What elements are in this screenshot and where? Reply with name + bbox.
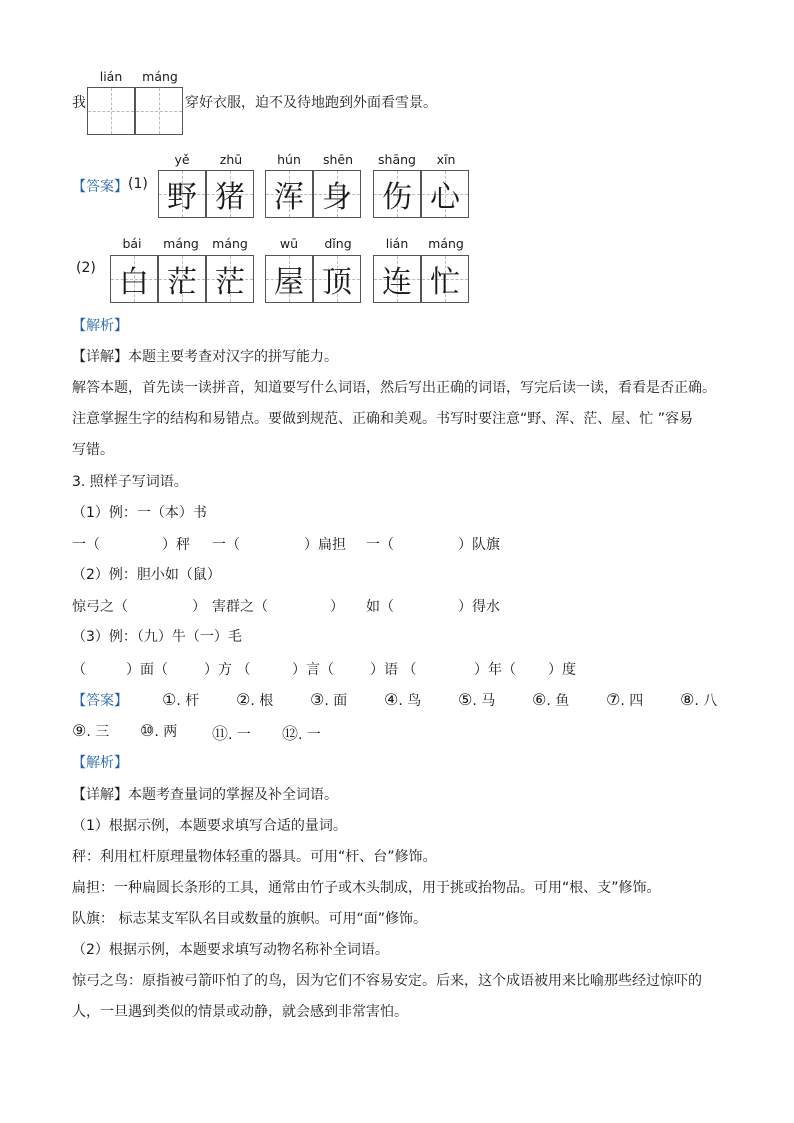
char-grid	[206, 170, 254, 218]
writing-grid-empty	[135, 87, 183, 135]
char-grid	[373, 170, 421, 218]
answer-item: ④. 鸟	[384, 690, 422, 709]
pinyin: wū	[279, 236, 299, 251]
pinyin: máng	[428, 236, 464, 251]
fill-text: ）得水	[458, 599, 500, 615]
pinyin: shāng	[378, 152, 416, 167]
answer-value: 鸟	[407, 693, 422, 709]
paragraph-line: （1）根据示例，本题要求填写合适的量词。	[72, 818, 347, 834]
fill-text: 如（	[366, 599, 394, 615]
fill-text: 惊弓之（	[72, 599, 128, 615]
fill-text: ）	[330, 599, 344, 615]
answer-char: 连	[382, 265, 412, 300]
analysis-title: 【解析】	[72, 318, 128, 334]
answer-char: 屋	[274, 265, 304, 300]
char-grid	[313, 255, 361, 303]
char-grid	[313, 170, 361, 218]
paragraph-line: 扁担：一种扁圆长条形的工具，通常由竹子或木头制成，用于挑或抬物品。可用“根、支”修饰。	[72, 880, 661, 896]
answer-value: 三	[95, 724, 110, 740]
top-suffix: 穿好衣服，迫不及待地跑到外面看雪景。	[185, 95, 437, 111]
answer-number: ④	[384, 690, 399, 709]
fill-text: ）方 （	[204, 662, 251, 678]
pinyin: máng	[163, 236, 199, 251]
fill-text: ）扁担	[304, 537, 346, 553]
answer-number: ③	[310, 690, 325, 709]
answer-value: 面	[333, 693, 348, 709]
answer-item: ⑪. 一	[212, 724, 251, 743]
pinyin: lián	[385, 236, 409, 251]
fill-text: ）	[192, 599, 206, 615]
answer-item: ②. 根	[236, 690, 274, 709]
answer-tag: 【答案】	[72, 179, 128, 195]
answer-number: ⑥	[532, 690, 547, 709]
pinyin: bái	[122, 236, 142, 251]
answer-char: 猪	[215, 180, 245, 215]
top-prefix: 我	[72, 95, 86, 111]
answer-number: ⑩	[140, 721, 155, 740]
answer-item: ⑧. 八	[680, 690, 718, 709]
pinyin: lián	[99, 69, 123, 84]
fill-text: ）秤	[162, 537, 190, 553]
pinyin: shēn	[322, 152, 354, 167]
char-grid	[421, 255, 469, 303]
paragraph-line: 队旗： 标志某支军队名目或数量的旗帜。可用“面”修饰。	[72, 911, 427, 927]
char-grid	[265, 255, 313, 303]
fill-text: ）队旗	[458, 537, 500, 553]
analysis-title: 【解析】	[72, 755, 128, 771]
answer-value: 一	[236, 727, 251, 743]
writing-grid-empty	[87, 87, 135, 135]
paragraph-line: 写错。	[72, 442, 114, 458]
char-grid	[110, 255, 158, 303]
answer-value: 杆	[185, 693, 200, 709]
answer-number: ②	[236, 690, 251, 709]
answer-item: ⑫. 一	[282, 724, 321, 743]
answer-char: 顶	[322, 265, 352, 300]
fill-text: ）度	[548, 662, 576, 678]
example-line: （1）例：一（本）书	[72, 505, 207, 521]
answer-item: ⑥. 鱼	[532, 690, 570, 709]
answer-item: ⑨. 三	[72, 721, 110, 740]
answer-char: 忙	[430, 265, 460, 300]
answer-number: ⑪	[212, 724, 229, 743]
char-grid	[421, 170, 469, 218]
example-line: （2）例：胆小如（鼠）	[72, 567, 221, 583]
example-line: （3）例：（九）牛（一）毛	[72, 629, 242, 645]
detail-line: 【详解】本题主要考查对汉字的拼写能力。	[72, 349, 338, 365]
answer-item: ⑦. 四	[606, 690, 644, 709]
answer-char: 茫	[167, 265, 197, 300]
answer-value: 马	[481, 693, 496, 709]
fill-text: ）言（	[292, 662, 334, 678]
answer-value: 八	[703, 693, 718, 709]
answer-number: ⑧	[680, 690, 695, 709]
answer-char: 伤	[382, 180, 412, 215]
paragraph-line: 解答本题，首先读一读拼音，知道要写什么词语，然后写出正确的词语，写完后读一读，看看是否正确。	[72, 380, 716, 396]
answer-number: ⑦	[606, 690, 621, 709]
answer-value: 两	[163, 724, 178, 740]
answer-label-2: (2)	[76, 260, 96, 276]
question-title: 3. 照样子写词语。	[72, 474, 188, 490]
pinyin: zhū	[219, 152, 243, 167]
answer-char: 茫	[215, 265, 245, 300]
fill-text: ）语 （	[370, 662, 417, 678]
answer-char: 心	[430, 180, 460, 215]
pinyin: máng	[212, 236, 248, 251]
answer-value: 四	[629, 693, 644, 709]
answer-item: ⑩. 两	[140, 721, 178, 740]
answer-value: 鱼	[555, 693, 570, 709]
answer-value: 根	[259, 693, 274, 709]
answer-item: ①. 杆	[162, 690, 200, 709]
char-grid	[158, 255, 206, 303]
paragraph-line: 注意掌握生字的结构和易错点。要做到规范、正确和美观。书写时要注意“野、浑、茫、屋、忙 ”容易	[72, 411, 693, 427]
answer-char: 野	[167, 180, 197, 215]
detail-line: 【详解】本题考查量词的掌握及补全词语。	[72, 787, 338, 803]
answer-value: 一	[306, 727, 321, 743]
answer-char: 白	[119, 265, 149, 300]
answer-number: ⑫	[282, 724, 299, 743]
answer-label-1: (1)	[128, 176, 148, 192]
paragraph-line: 人，一旦遇到类似的情景或动静，就会感到非常害怕。	[72, 1004, 408, 1020]
paragraph-line: 秤：利用杠杆原理量物体轻重的器具。可用“杆、台”修饰。	[72, 849, 437, 865]
paragraph-line: （2）根据示例，本题要求填写动物名称补全词语。	[72, 942, 389, 958]
answer-char: 浑	[274, 180, 304, 215]
pinyin: yě	[174, 152, 190, 167]
char-grid	[206, 255, 254, 303]
answer-item: ⑤. 马	[458, 690, 496, 709]
char-grid	[265, 170, 313, 218]
char-grid	[158, 170, 206, 218]
pinyin: xīn	[436, 152, 456, 167]
fill-text: （	[72, 662, 86, 678]
fill-text: 害群之（	[212, 599, 268, 615]
pinyin: dǐng	[324, 236, 352, 251]
answer-tag: 【答案】	[72, 693, 128, 709]
fill-text: ）面（	[126, 662, 168, 678]
answer-number: ⑤	[458, 690, 473, 709]
fill-text: ）年（	[474, 662, 516, 678]
answer-char: 身	[322, 180, 352, 215]
answer-item: ③. 面	[310, 690, 348, 709]
fill-text: 一（	[212, 537, 240, 553]
char-grid	[373, 255, 421, 303]
fill-text: 一（	[72, 537, 100, 553]
fill-text: 一（	[366, 537, 394, 553]
paragraph-line: 惊弓之鸟：原指被弓箭吓怕了的鸟，因为它们不容易安定。后来，这个成语被用来比喻那些经过惊吓的	[72, 973, 702, 989]
pinyin: máng	[142, 69, 178, 84]
answer-number: ⑨	[72, 721, 87, 740]
answer-number: ①	[162, 690, 177, 709]
pinyin: hún	[277, 152, 301, 167]
